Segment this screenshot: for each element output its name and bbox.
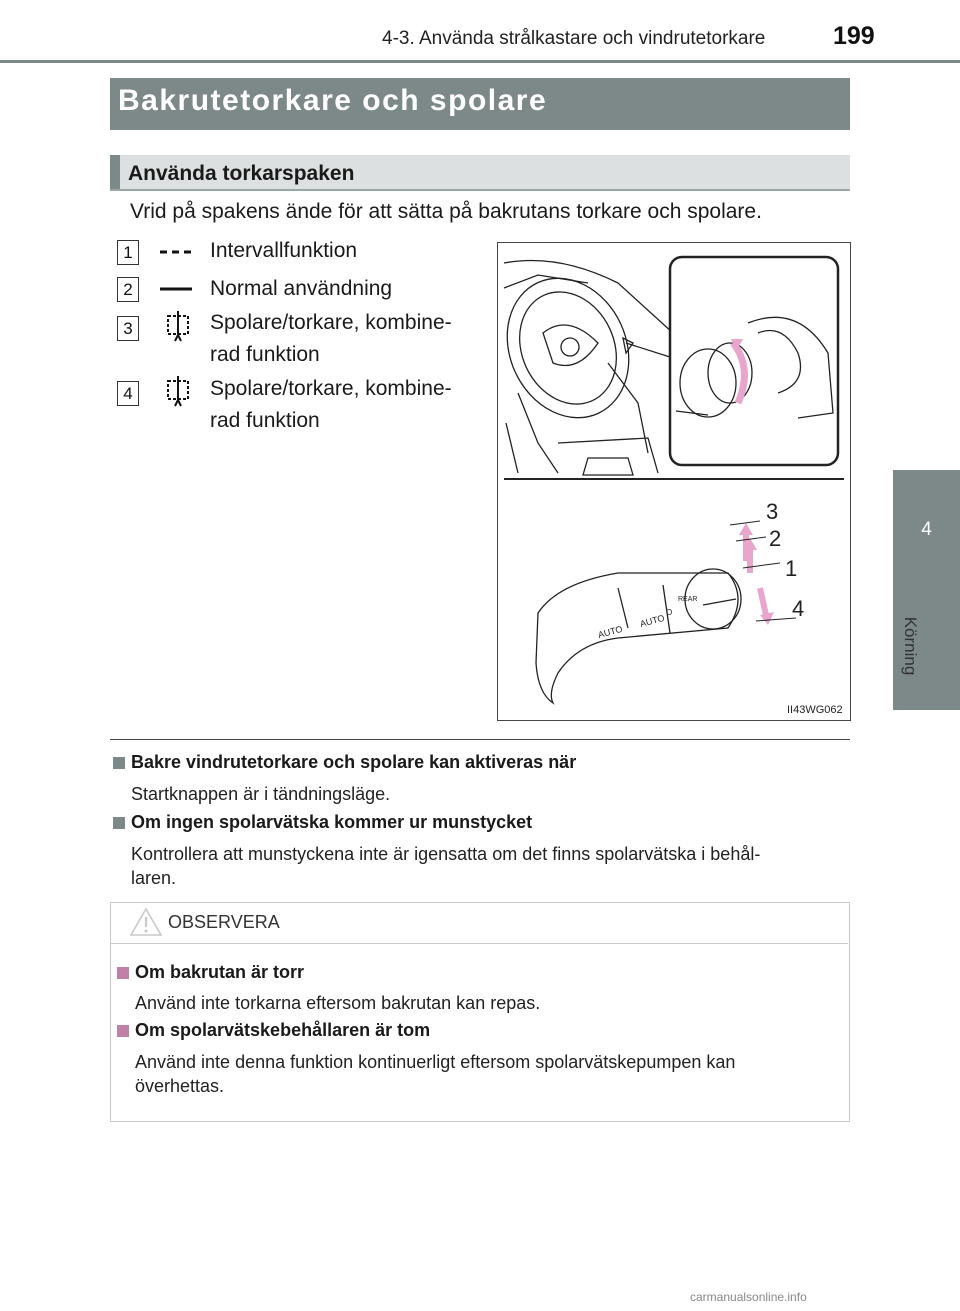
caution-bullet-icon xyxy=(117,1025,129,1037)
section-header: 4-3. Använda strålkastare och vindrutetorkare xyxy=(382,28,766,49)
legend-text-1: Intervallfunktion xyxy=(210,239,358,262)
legend-num-2: 2 xyxy=(117,277,139,302)
warning-triangle-icon xyxy=(129,906,163,938)
figure-code: II43WG062 xyxy=(787,704,843,716)
legend-text-4b: rad funktion xyxy=(210,409,320,432)
legend-num-4: 4 xyxy=(117,381,139,406)
illustration xyxy=(498,243,850,720)
page-title: Bakrutetorkare och spolare xyxy=(118,84,548,117)
note-body-1: Startknappen är i tändningsläge. xyxy=(131,784,391,804)
legend-num-3: 3 xyxy=(117,316,139,341)
illustration-frame xyxy=(497,242,851,721)
chapter-label: Körning xyxy=(901,616,920,676)
solid-line-icon xyxy=(158,283,194,295)
intro-text: Vrid på spakens ände för att sätta på bakrutans torkare och spolare. xyxy=(130,200,762,223)
chapter-number: 4 xyxy=(921,519,932,540)
caution-body-1: Använd inte torkarna eftersom bakrutan kan repas. xyxy=(135,993,541,1013)
caution-title-1: Om bakrutan är torr xyxy=(135,962,305,982)
page-number: 199 xyxy=(833,22,875,50)
figure-callout-1: 1 xyxy=(785,556,798,581)
header-rule xyxy=(0,60,960,63)
caution-title-2: Om spolarvätskebehållaren är tom xyxy=(135,1020,431,1040)
lever-drawing xyxy=(536,569,741,703)
caution-divider xyxy=(111,943,848,944)
bullet-icon xyxy=(113,817,125,829)
lever-label-auto-2: AUTO xyxy=(638,612,666,629)
caution-body-2a: Använd inte denna funktion kontinuerligt eftersom spolarvätskepumpen kan xyxy=(135,1052,736,1072)
legend-num-1: 1 xyxy=(117,240,139,265)
figure-callout-4: 4 xyxy=(792,596,805,621)
figure-callout-2: 2 xyxy=(769,526,782,551)
caution-label: OBSERVERA xyxy=(168,912,280,932)
lever-label-auto: AUTO xyxy=(596,623,624,640)
note-body-2a: Kontrollera att munstyckena inte är igensatta om det finns spolarvätska i behål- xyxy=(131,844,761,864)
arrow-down-icon xyxy=(760,612,774,625)
lever-label-rear: REAR xyxy=(678,596,698,603)
dashed-line-icon xyxy=(158,246,194,258)
caution-bullet-icon xyxy=(117,967,129,979)
car-interior-drawing xyxy=(498,258,673,475)
note-title-2: Om ingen spolarvätska kommer ur munstycket xyxy=(131,812,533,832)
inset-frame xyxy=(670,257,838,465)
footer-watermark: carmanualsonline.info xyxy=(690,1290,807,1304)
bullet-icon xyxy=(113,757,125,769)
rear-washer-icon xyxy=(164,309,192,347)
legend-text-2: Normal användning xyxy=(210,277,393,300)
lever-label-o: O xyxy=(666,608,673,617)
caution-body-2b: överhettas. xyxy=(135,1076,225,1096)
chapter-label-wrap xyxy=(900,601,920,691)
legend-text-3b: rad funktion xyxy=(210,343,320,366)
arrow-up-icon xyxy=(739,523,753,535)
subsection-accent xyxy=(110,155,120,189)
subsection-title: Använda torkarspaken xyxy=(128,162,355,185)
note-title-1: Bakre vindrutetorkare och spolare kan aktiveras när xyxy=(131,752,577,772)
note-body-2b: laren. xyxy=(131,868,177,888)
rear-washer-icon xyxy=(164,374,192,412)
legend-text-4a: Spolare/torkare, kombine- xyxy=(210,377,452,400)
legend-text-3a: Spolare/torkare, kombine- xyxy=(210,311,452,334)
figure-callout-3: 3 xyxy=(766,499,779,524)
section-separator xyxy=(110,739,850,740)
